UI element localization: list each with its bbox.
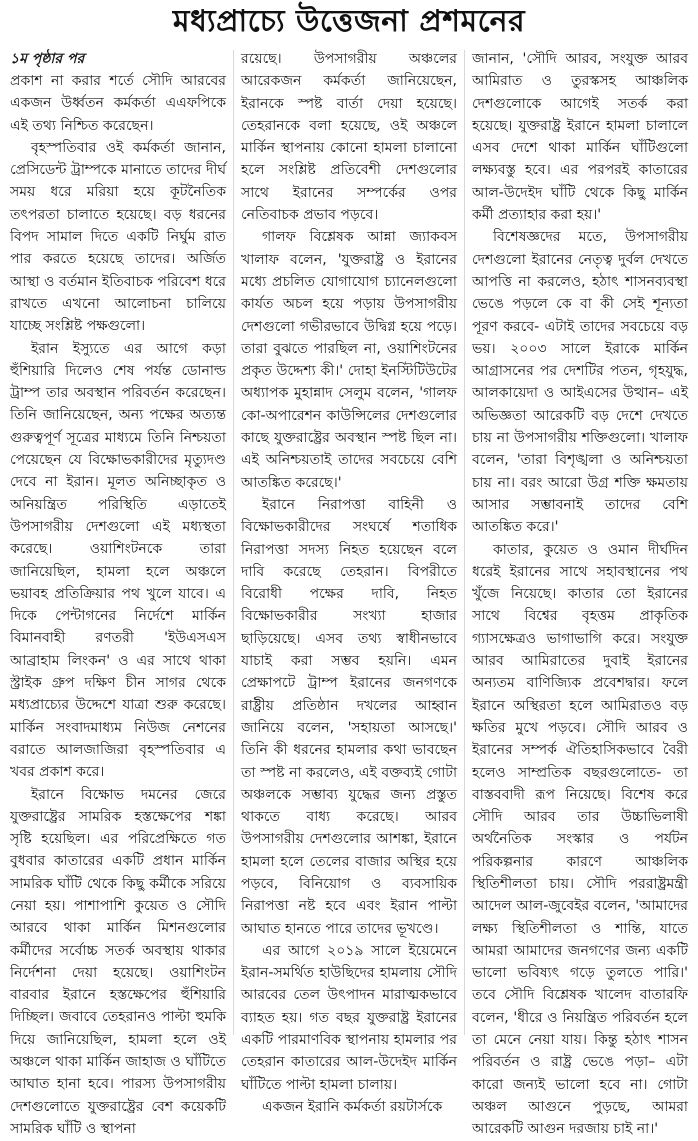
paragraph: জানান, 'সৌদি আরব, সংযুক্ত আরব আমিরাত ও তুরস্কসহ আঞ্চলিক দেশগুলোকে আগেই সতর্ক করা হয়েছে। যুক্তরাষ্ট্র ইরানে হামলা চালালে এসব দেশে থাকা মার্কিন ঘাঁটিগুলো লক্ষ্যবস্তু হবে। এর পরপরই কাতারের আল-উদেইদ ঘাঁটি থেকে কিছু মার্কিন কর্মী প্রত্যাহার করা হয়।' xyxy=(472,51,688,224)
paragraph: গালফ বিশ্লেষক আন্না জ্যাকবস খালাফ বলেন, 'যুক্তরাষ্ট্র ও ইরানের মধ্যে প্রচলিত যোগাযোগ চ্যানেলগুলো কার্যত অচল হয়ে পড়ায় উপসাগরীয় দেশগুলো গভীরভাবে উদ্বিগ্ন হয়ে পড়ে। তারা বুঝতে পারছিল না, ওয়াশিংটনের প্রকৃত উদ্দেশ্য কী।' দোহা ইনস্টিটিউটের অধ্যাপক মুহান্নাদ সেলুম বলেন, 'গালফ কো-অপারেশন কাউন্সিলের দেশগুলোর কাছে যুক্তরাষ্ট্রের অবস্থান স্পষ্ট ছিল না। এই অনিশ্চয়তাই তাদের সবচেয়ে বেশি আতঙ্কিত করেছে।' xyxy=(241,229,457,491)
paragraph: এর আগে ২০১৯ সালে ইয়েমেনে ইরান-সমর্থিত হাউছিদের হামলায় সৌদি আরবের তেল উৎপাদন মারাত্মকভাবে ব্যাহত হয়। গত বছর যুক্তরাষ্ট্র ইরানের একটি পারমাণবিক স্থাপনায় হামলার পর তেহরান কাতারের আল-উদেইদ মার্কিন ঘাঁটিতে পাল্টা হামলা চালায়। xyxy=(241,942,457,1093)
paragraph: একজন ইরানি কর্মকর্তা রয়টার্সকে xyxy=(262,1098,443,1115)
article-column-2 xyxy=(241,48,457,1118)
paragraph: প্রকাশ না করার শর্তে সৌদি আরবের একজন উর্ধ্বতন কর্মকর্তা এএফপিকে এই তথ্য নিশ্চিত করেছেন। xyxy=(10,73,226,134)
paragraph: রয়েছে। উপসাগরীয় অঞ্চলের আরেকজন কর্মকর্তা জানিয়েছেন, ইরানকে স্পষ্ট বার্তা দেয়া হয়েছে। তেহরানকে বলা হয়েছে, ওই অঞ্চলে মার্কিন স্থাপনায় কোনো হামলা চালানো হলে সংশ্লিষ্ট প্রতিবেশী দেশগুলোর সাথে ইরানের সম্পর্কের ওপর নেতিবাচক প্রভাব পড়বে। xyxy=(241,51,457,224)
paragraph: বিশেষজ্ঞদের মতে, উপসাগরীয় দেশগুলো ইরানের নেতৃত্ব দুর্বল দেখতে আপত্তি না করলেও, হঠাৎ শাসনব্যবস্থা ভেঙে পড়লে কে বা কী সেই শূন্যতা পূরণ করবে- এটাই তাদের সবচেয়ে বড় ভয়। ২০০৩ সালে ইরাকে মার্কিন আগ্রাসনের পর দেশটির পতন, গৃহযুদ্ধ, আলকায়েদা ও আইএসের উত্থান– এই অভিজ্ঞতা আরেকটি বড় দেশে দেখতে চায় না উপসাগরীয় শক্তিগুলো। খালাফ বলেন, 'তারা বিশৃঙ্খলা ও অনিশ্চয়তা চায় না। বরং আরো উগ্র শক্তি ক্ষমতায় আসার সম্ভাবনাই তাদের বেশি আতঙ্কিত করে।' xyxy=(472,229,688,536)
paragraph: বৃহস্পতিবার ওই কর্মকর্তা জানান, প্রেসিডেন্ট ট্রাম্পকে মানাতে তাদের দীর্ঘ সময় ধরে মরিয়া হয়ে কূটনৈতিক তৎপরতা চালাতে হয়েছে। বড় ধরনের বিপদ সামাল দিতে একটি নির্ঘুম রাত পার করতে হয়েছে তাদের। অর্জিত আস্থা ও বর্তমান ইতিবাচক পরিবেশ ধরে রাখতে এখনো আলোচনা চালিয়ে যাচ্ছে সংশ্লিষ্ট পক্ষগুলো। xyxy=(10,139,226,335)
paragraph: ইরান ইস্যুতে এর আগে কড়া হুঁশিয়ারি দিলেও শেষ পর্যন্ত ডোনাল্ড ট্রাম্প তার অবস্থান পরিবর্তন করেছেন। তিনি জানিয়েছেন, অন্য পক্ষের অত্যন্ত গুরুত্বপূর্ণ সূত্রের মাধ্যমে তিনি নিশ্চয়তা পেয়েছেন যে বিক্ষোভকারীদের মৃত্যুদণ্ড দেবে না ইরান। মূলত অনিচ্ছাকৃত ও অনিয়ন্ত্রিত পরিস্থিতি এড়াতেই উপসাগরীয় দেশগুলো এই মধ্যস্থতা করেছে। ওয়াশিংটনকে তারা জানিয়েছিল, হামলা হলে অঞ্চলে ভয়াবহ প্রতিক্রিয়ার পথ খুলে যাবে। এ দিকে পেন্টাগনের নির্দেশে মার্কিন বিমানবাহী রণতরী 'ইউএসএস আব্রাহাম লিংকন' ও এর সাথে থাকা স্ট্রাইক গ্রুপ দক্ষিণ চীন সাগর থেকে মধ্যপ্রাচ্যের উদ্দেশে যাত্রা শুরু করেছে। মার্কিন সংবাদমাধ্যম নিউজ নেশনের বরাতে আলজাজিরা বৃহস্পতিবার এ খবর প্রকাশ করে। xyxy=(10,340,226,781)
column-divider xyxy=(464,50,465,1035)
paragraph: ইরানে নিরাপত্তা বাহিনী ও বিক্ষোভকারীদের সংঘর্ষে শতাধিক নিরাপত্তা সদস্য নিহত হয়েছেন বলে দাবি করেছে তেহরান। বিপরীতে বিরোধী পক্ষের দাবি, নিহত বিক্ষোভকারীর সংখ্যা হাজার ছাড়িয়েছে। এসব তথ্য স্বাধীনভাবে যাচাই করা সম্ভব হয়নি। এমন প্রেক্ষাপটে ট্রাম্প ইরানের জনগণকে রাষ্ট্রীয় প্রতিষ্ঠান দখলের আহ্বান জানিয়ে বলেন, 'সহায়তা আসছে।' তিনি কী ধরনের হামলার কথা ভাবছেন তা স্পষ্ট না করলেও, এই বক্তব্যই গোটা অঞ্চলকে সম্ভাব্য যুদ্ধের জন্য প্রস্তুত থাকতে বাধ্য করেছে। আরব উপসাগরীয় দেশগুলোর আশঙ্কা, ইরানে হামলা হলে তেলের বাজার অস্থির হয়ে পড়বে, বিনিয়োগ ও ব্যবসায়িক নিরাপত্তা নষ্ট হবে এবং ইরান পাল্টা আঘাত হানতে পারে তাদের ভূখণ্ডে। xyxy=(241,496,457,937)
continuation-label: ১ম পৃষ্ঠার পর xyxy=(10,51,85,67)
paragraph: ইরানে বিক্ষোভ দমনের জেরে যুক্তরাষ্ট্রের সামরিক হস্তক্ষেপের শঙ্কা সৃষ্টি হয়েছিল। এর পরিপ্রেক্ষিতে গত বুধবার কাতারের একটি প্রধান মার্কিন সামরিক ঘাঁটি থেকে কিছু কর্মীকে সরিয়ে নেয়া হয়। পাশাপাশি কুয়েত ও সৌদি আরবে থাকা মার্কিন মিশনগুলোর কর্মীদের সর্বোচ্চ সতর্ক অবস্থায় থাকার নির্দেশনা দেয়া হয়েছে। ওয়াশিংটন বারবার ইরানে হস্তক্ষেপের হুঁশিয়ারি দিচ্ছিল। জবাবে তেহরানও পাল্টা হুমকি দিয়ে জানিয়েছিল, হামলা হলে ওই অঞ্চলে থাকা মার্কিন জাহাজ ও ঘাঁটিতে আঘাত হানা হবে। পারস্য উপসাগরীয় দেশগুলোতে যুক্তরাষ্ট্রের বেশ কয়েকটি সামরিক ঘাঁটি ও স্থাপনা xyxy=(10,786,226,1137)
column-divider xyxy=(233,50,234,1035)
article-column-1 xyxy=(10,48,226,1140)
paragraph: কাতার, কুয়েত ও ওমান দীর্ঘদিন ধরেই ইরানের সাথে সহাবস্থানের পথ খুঁজে নিয়েছে। কাতার তো ইরানের সাথে বিশ্বের বৃহত্তম প্রাকৃতিক গ্যাসক্ষেত্রও ভাগাভাগি করে। সংযুক্ত আরব আমিরাতের দুবাই ইরানের অন্যতম বাণিজ্যিক প্রবেশদ্বার। ফলে ইরানে অস্থিরতা হলে আমিরাতও বড় ক্ষতির মুখে পড়বে। সৌদি আরব ও ইরানের সম্পর্ক ঐতিহাসিকভাবে বৈরী হলেও সাম্প্রতিক বছরগুলোতে- তা বাস্তববাদী রূপ নিয়েছে। বিশেষ করে সৌদি আরব তার উচ্চাভিলাষী অর্থনৈতিক সংস্কার ও পর্যটন পরিকল্পনার কারণে আঞ্চলিক স্থিতিশীলতা চায়। সৌদি পররাষ্ট্রমন্ত্রী আদেল আল-জুবেইর বলেন, 'আমাদের লক্ষ্য স্থিতিশীলতা ও শান্তি, যাতে আমরা আমাদের জনগণের জন্য একটি ভালো ভবিষ্যৎ গড়ে তুলতে পারি।' তবে সৌদি বিশ্লেষক খালেদ বাতারফি বলেন, 'ধীরে ও নিয়ন্ত্রিত পরিবর্তন হলে তা মেনে নেয়া যায়। কিন্তু হঠাৎ শাসন পরিবর্তন ও রাষ্ট্র ভেঙে পড়া– এটা কারো জন্যই ভালো হবে না। গোটা অঞ্চল আগুনে পুড়ছে, আমরা আরেকটি আগুন দরজায় চাই না।' xyxy=(472,541,688,1138)
article-column-3 xyxy=(472,48,688,1141)
headline: মধ্যপ্রাচ্যে উত্তেজনা প্রশমনের xyxy=(172,4,526,39)
